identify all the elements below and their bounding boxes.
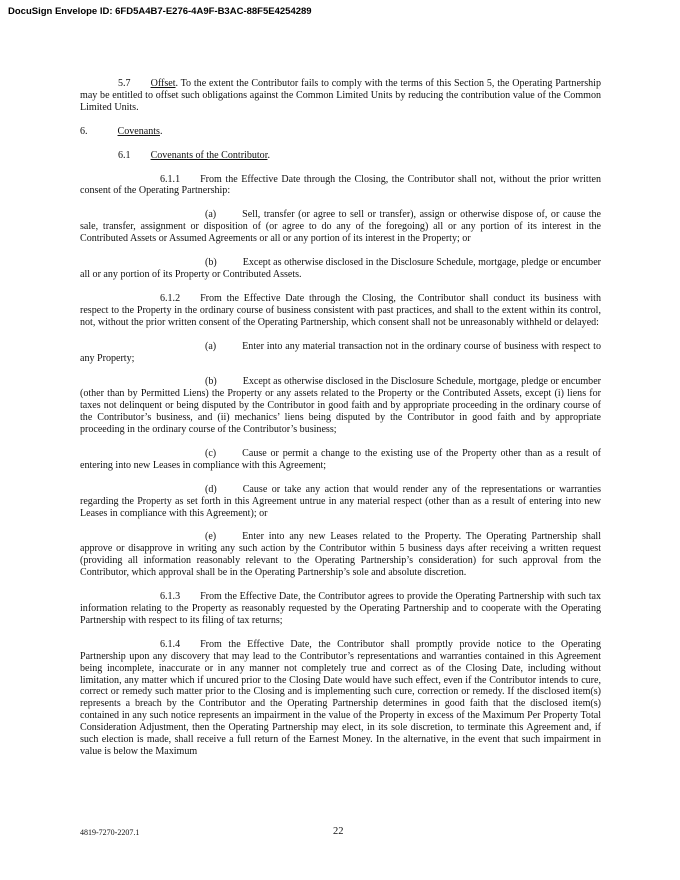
clause-6-1-2-c bbox=[80, 448, 601, 472]
section-6-1 bbox=[80, 150, 601, 162]
clause-6-1-2-a bbox=[80, 341, 601, 365]
clause-text: Enter into any material transaction not in the ordinary course of business with respect to any Property; bbox=[80, 340, 601, 364]
clause-label: (b) bbox=[205, 257, 217, 269]
clause-label: (b) bbox=[205, 376, 217, 388]
section-6-heading: Covenants bbox=[117, 125, 160, 137]
footer-document-id: 4819-7270-2207.1 bbox=[80, 828, 140, 837]
clause-label: (e) bbox=[205, 531, 217, 543]
clause-6-1-2-b bbox=[80, 376, 601, 436]
clause-label: (a) bbox=[205, 209, 217, 221]
clause-text: Except as otherwise disclosed in the Disclosure Schedule, mortgage, pledge or encumber (other than by Permitted Liens) the Property or any assets related to the Property or the Contributed Assets, except (i) liens for taxes not delinquent or being disputed by the Contributor in good faith and by appropriate proceeding in the ordinary course of the Contributor’s business, and (ii) mechanics’ liens being disputed by the Contributor in good faith and by appropriate proceeding in the ordinary course of the Contributor’s business; bbox=[80, 376, 601, 436]
document-body bbox=[80, 78, 601, 758]
clause-text: Sell, transfer (or agree to sell or transfer), assign or otherwise dispose of, or cause the sale, transfer, assignment or disposition of (or agree to do any of the foregoing) all or any portion of its interest in the Contributed Assets or Assumed Agreements or all or any portion of its interest in the Property; or bbox=[80, 209, 601, 245]
section-6-1-heading: Covenants of the Contributor bbox=[150, 149, 268, 161]
section-5-7-heading: Offset bbox=[150, 78, 176, 89]
clause-6-1-2-e bbox=[80, 531, 601, 579]
section-6-1-4-number: 6.1.4 bbox=[160, 638, 181, 650]
section-5-7 bbox=[80, 78, 601, 114]
section-6-1-4-text: From the Effective Date, the Contributor shall promptly provide notice to the Operating Partnership upon any discovery that may lead to the Contributor’s representations and warranties contained in this Agreement being incomplete, inaccurate or in any manner not completely true and correct as of the Closing Date, including without limitation, any matter which if uncured prior to the Closing Date would have such effect, even if the Contributor intends to cure, correct or remedy such matter prior to the Closing and is implementing such cure, correction or remedy. If the disclosed item(s) represents a breach by the Contributor and the Operating Partnership determines in good faith that the disclosed item(s) contained in any such notice represents an impairment in the value of the Property in excess of the Maximum Per Property Total Consideration Adjustment, then the Operating Partnership may elect, in its sole discretion, to terminate this Agreement and, if such election is made, shall receive a full return of the Earnest Money. In the alternative, in the event that such impairment in value is below the Maximum bbox=[80, 638, 601, 757]
section-5-7-number: 5.7 bbox=[118, 78, 131, 89]
section-5-7-text: . To the extent the Contributor fails to comply with the terms of this Section 5, the Operating Partnership may be entitled to offset such obligations against the Common Limited Units by reducing the contribution value of the Common Limited Units. bbox=[80, 78, 601, 113]
section-6-1-1-number: 6.1.1 bbox=[160, 173, 181, 185]
section-6-1-number: 6.1 bbox=[118, 149, 131, 161]
clause-6-1-2-d bbox=[80, 484, 601, 520]
section-6-1-3-number: 6.1.3 bbox=[160, 591, 181, 603]
clause-label: (c) bbox=[205, 447, 217, 459]
clause-text: Cause or take any action that would render any of the representations or warranties regarding the Property as set forth in this Agreement untrue in any material respect (other than as a result of entering into new Leases in compliance with this Agreement); or bbox=[80, 483, 601, 519]
clause-text: Enter into any new Leases related to the Property. The Operating Partnership shall approve or disapprove in writing any such action by the Contributor within 5 business days after receiving a written request (providing all information reasonably relevant to the Operating Partnership’s consideration) for such approval from the Contributor, which approval shall be in the Operating Partnership’s sole and absolute discretion. bbox=[80, 531, 601, 579]
section-6-1-2 bbox=[80, 293, 601, 329]
clause-label: (a) bbox=[205, 340, 217, 352]
section-6-1-3 bbox=[80, 591, 601, 627]
page-number: 22 bbox=[333, 826, 344, 837]
section-6 bbox=[80, 126, 601, 138]
section-6-1-1 bbox=[80, 174, 601, 198]
section-6-1-4 bbox=[80, 639, 601, 758]
section-6-1-tail: . bbox=[267, 149, 271, 161]
section-6-number: 6. bbox=[80, 125, 88, 137]
clause-label: (d) bbox=[205, 483, 217, 495]
section-6-1-3-text: From the Effective Date, the Contributor agrees to provide the Operating Partnership with such tax information relating to the Property as reasonably requested by the Operating Partnership and to cooperate with the Operating Partnership with respect to its filing of tax returns; bbox=[80, 591, 601, 626]
clause-text: Except as otherwise disclosed in the Disclosure Schedule, mortgage, pledge or encumber all or any portion of its Property or Contributed Assets. bbox=[80, 257, 601, 280]
section-6-1-2-number: 6.1.2 bbox=[160, 292, 181, 304]
section-6-tail: . bbox=[159, 125, 163, 137]
clause-6-1-1-a bbox=[80, 209, 601, 245]
section-6-1-2-text: From the Effective Date through the Closing, the Contributor shall conduct its business with respect to the Property in the ordinary course of business consistent with past practices, and shall to the extent within its control, not, without the prior written consent of the Operating Partnership, which consent shall not be unreasonably withheld or delayed: bbox=[80, 292, 601, 328]
clause-6-1-1-b bbox=[80, 257, 601, 281]
docusign-envelope-id: DocuSign Envelope ID: 6FD5A4B7-E276-4A9F-B3AC-88F5E4254289 bbox=[8, 6, 312, 17]
section-6-1-1-text: From the Effective Date through the Closing, the Contributor shall not, without the prior written consent of the Operating Partnership: bbox=[80, 173, 601, 197]
clause-text: Cause or permit a change to the existing use of the Property other than as a result of entering into new Leases in compliance with this Agreement; bbox=[80, 447, 601, 471]
